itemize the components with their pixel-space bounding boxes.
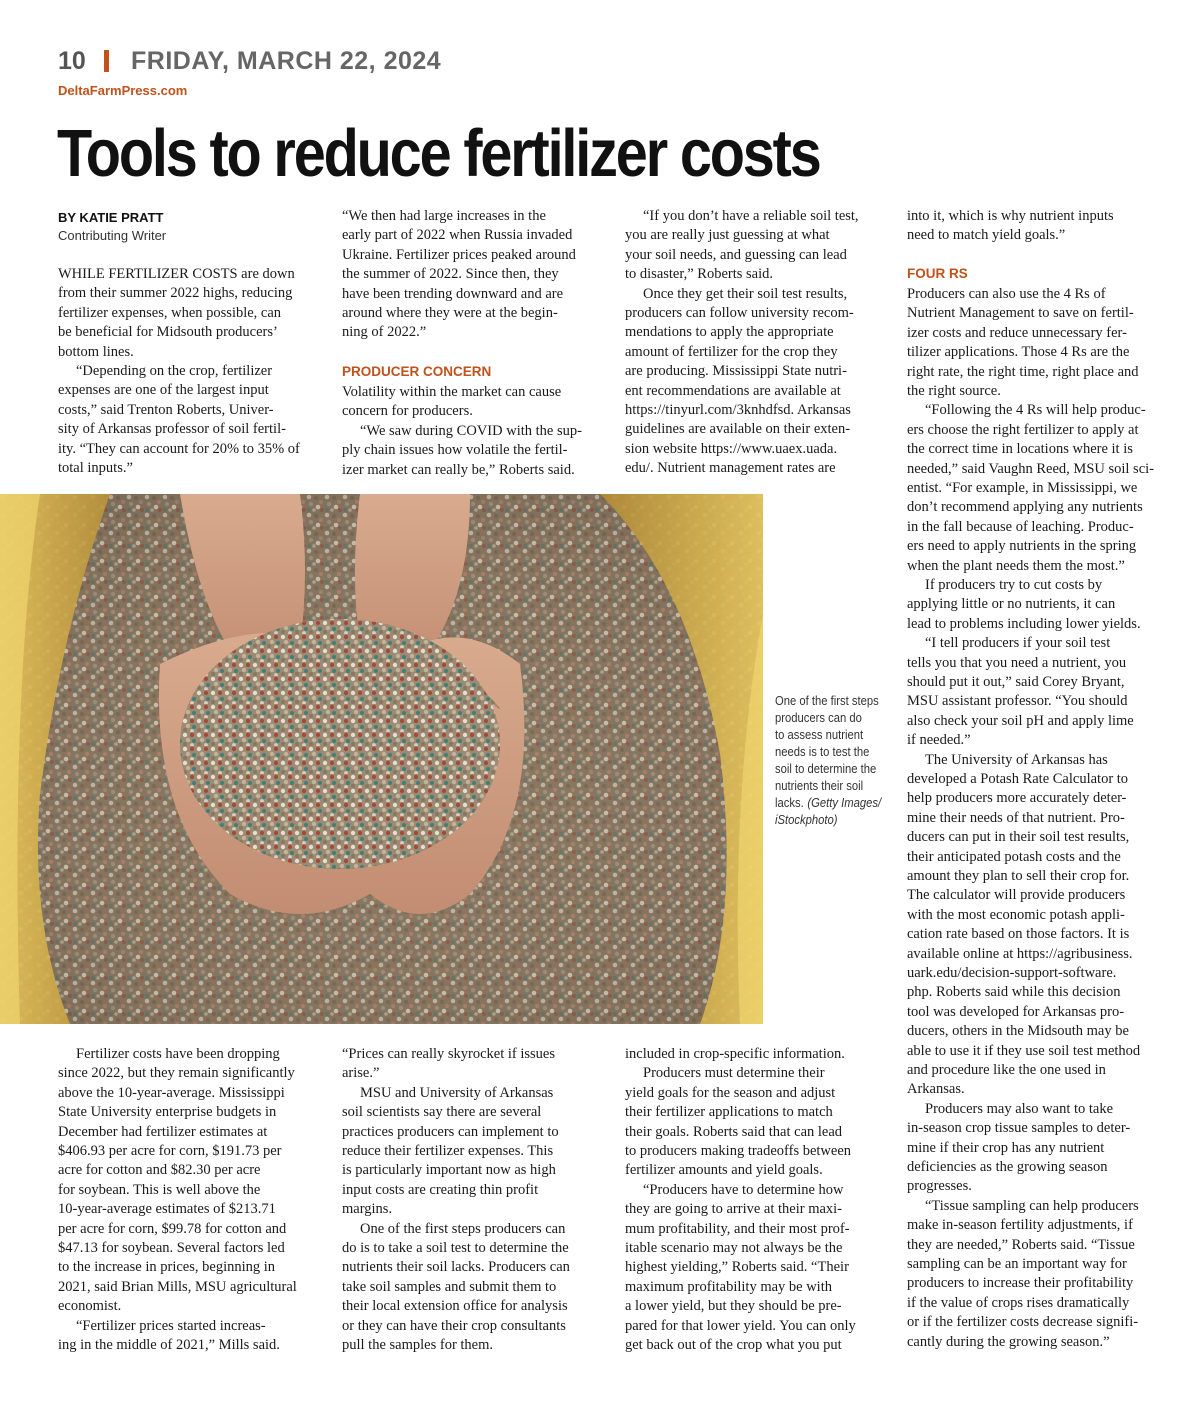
caption-line: lacks. <box>775 796 804 810</box>
fertilizer-photo <box>0 494 763 1024</box>
text-line: for soybean. This is well above the <box>58 1181 261 1198</box>
text-line: progresses. <box>907 1178 972 1195</box>
text-line: yield goals for the season and adjust <box>625 1084 836 1101</box>
text-line: mendations to apply the appropriate <box>625 324 834 341</box>
text-line: don’t recommend applying any nutrients <box>907 499 1143 516</box>
text-line: fertilizer amounts and yield goals. <box>625 1162 823 1179</box>
text-line: if needed.” <box>907 732 971 749</box>
text-line: Nutrient Management to save on fertil- <box>907 305 1134 322</box>
text-line: they are going to arrive at their maxi- <box>625 1201 843 1218</box>
text-line: itable scenario may not always be the <box>625 1240 843 1256</box>
text-line: right rate, the right time, right place and <box>907 363 1139 380</box>
text-line: get back out of the crop what you put <box>625 1337 842 1353</box>
text-line: MSU assistant professor. “You should <box>907 693 1128 710</box>
text-line: their fertilizer applications to match <box>625 1104 833 1121</box>
text-line: take soil samples and submit them to <box>342 1278 557 1295</box>
text-line: izer market can really be,” Roberts said. <box>342 461 575 478</box>
text-line: since 2022, but they remain significantly <box>58 1065 295 1082</box>
text-line: developed a Potash Rate Calculator to <box>907 771 1129 787</box>
text-line: concern for producers. <box>342 403 473 420</box>
text-line: highest yielding,” Roberts said. “Their <box>625 1259 849 1276</box>
text-line: Producers can also use the 4 Rs of <box>907 286 1106 302</box>
photo-caption <box>775 693 883 829</box>
text-line: costs,” said Trenton Roberts, Univer- <box>58 401 274 418</box>
photo-credit: (Getty Images/ <box>807 796 882 810</box>
text-line: “Tissue sampling can help producers <box>925 1197 1139 1214</box>
text-line: Ukraine. Fertilizer prices peaked around <box>342 246 576 263</box>
text-line: into it, which is why nutrient inputs <box>907 208 1114 224</box>
text-line: izer costs and reduce unnecessary fer- <box>907 324 1127 341</box>
text-line: included in crop-specific information. <box>625 1046 845 1062</box>
text-line: total inputs.” <box>58 460 133 476</box>
text-line: “I tell producers if your soil test <box>925 635 1111 652</box>
text-line: December had fertilizer estimates at <box>58 1123 268 1140</box>
text-line: input costs are creating thin profit <box>342 1181 539 1198</box>
text-line: Arkansas. <box>907 1081 965 1098</box>
text-line: producers to increase their profitability <box>907 1275 1134 1292</box>
text-line: “Producers have to determine how <box>643 1181 844 1198</box>
text-line: Producers must determine their <box>643 1065 825 1082</box>
text-line: tilizer applications. Those 4 Rs are the <box>907 344 1130 361</box>
text-line: bottom lines. <box>58 343 134 360</box>
text-line: State University enterprise budgets in <box>58 1104 277 1121</box>
text-line: ducers, others in the Midsouth may be <box>907 1023 1129 1040</box>
text-line: tells you that you need a nutrient, you <box>907 654 1127 671</box>
text-line: available online at https://agribusiness. <box>907 945 1133 962</box>
text-line: $47.13 for soybean. Several factors led <box>58 1240 285 1256</box>
text-line: Once they get their soil test results, <box>643 285 848 302</box>
page-number: 10 <box>58 47 86 75</box>
text-line: ning of 2022.” <box>342 324 427 341</box>
text-line: maximum profitability may be with <box>625 1278 832 1295</box>
text-line: ing in the middle of 2021,” Mills said. <box>58 1337 280 1353</box>
text-line: from their summer 2022 highs, reducing <box>58 285 293 302</box>
subhead-four-rs: FOUR RS <box>907 266 968 281</box>
text-line: cantly during the growing season.” <box>907 1333 1110 1350</box>
caption-line: One of the first steps <box>775 694 879 708</box>
text-line: $406.93 per acre for corn, $191.73 per <box>58 1143 282 1159</box>
text-line: also check your soil pH and apply lime <box>907 712 1134 729</box>
text-line: 10-year-average estimates of $213.71 <box>58 1201 276 1218</box>
text-line: acre for cotton and $82.30 per acre <box>58 1162 261 1179</box>
text-line: pared for that lower yield. You can only <box>625 1317 856 1334</box>
text-line: “We saw during COVID with the sup- <box>360 422 582 439</box>
text-line: ers need to apply nutrients in the spring <box>907 538 1137 555</box>
text-line: WHILE FERTILIZER COSTS are down <box>58 266 295 282</box>
text-line: “Prices can really skyrocket if issues <box>342 1046 555 1062</box>
text-line: economist. <box>58 1298 122 1315</box>
caption-line: to assess nutrient <box>775 728 864 742</box>
text-line: https://tinyurl.com/3knhdfsd. Arkansas <box>625 402 851 418</box>
text-line: sity of Arkansas professor of soil fertil- <box>58 421 286 438</box>
text-line: soil scientists say there are several <box>342 1104 542 1121</box>
text-line: Volatility within the market can cause <box>342 384 562 400</box>
text-line: producers can follow university recom- <box>625 305 854 321</box>
text-line: above the 10-year-average. Mississippi <box>58 1084 285 1101</box>
text-line: One of the first steps producers can <box>360 1220 566 1237</box>
text-line: per acre for corn, $99.78 for cotton and <box>58 1220 287 1237</box>
text-line: early part of 2022 when Russia invaded <box>342 227 573 244</box>
text-line: applying little or no nutrients, it can <box>907 596 1116 613</box>
text-line: “Fertilizer prices started increas- <box>76 1317 266 1334</box>
text-line: their goals. Roberts said that can lead <box>625 1123 843 1140</box>
text-line: The calculator will provide producers <box>907 887 1126 904</box>
text-line: make in-season fertility adjustments, if <box>907 1217 1133 1234</box>
text-line: arise.” <box>342 1065 380 1082</box>
text-line: mum profitability, and their most prof- <box>625 1220 850 1237</box>
text-line: their local extension office for analysis <box>342 1298 568 1315</box>
text-line: nutrients their soil lacks. Producers can <box>342 1259 570 1276</box>
text-line: a lower yield, but they should be pre- <box>625 1298 842 1315</box>
text-line: if the value of crops rises dramatically <box>907 1294 1130 1311</box>
text-line: ent recommendations are available at <box>625 382 841 399</box>
text-line: with the most economic potash appli- <box>907 906 1125 923</box>
text-line: is particularly important now as high <box>342 1162 556 1179</box>
text-line: ply chain issues how volatile the fertil- <box>342 442 568 459</box>
text-line: have been trending downward and are <box>342 285 564 302</box>
text-line: edu/. Nutrient management rates are <box>625 460 836 477</box>
text-line: If producers try to cut costs by <box>925 577 1103 593</box>
text-line: “Following the 4 Rs will help produc- <box>925 402 1146 419</box>
text-line: mine their needs of that nutrient. Pro- <box>907 809 1125 826</box>
text-line: mine if their crop has any nutrient <box>907 1139 1105 1156</box>
text-line: able to use it if they use soil test method <box>907 1042 1141 1059</box>
text-line: 2021, said Brian Mills, MSU agricultural <box>58 1278 297 1295</box>
byline-role: Contributing Writer <box>58 228 167 243</box>
text-line: amount of fertilizer for the crop they <box>625 343 838 360</box>
text-line: MSU and University of Arkansas <box>360 1084 554 1101</box>
text-line: in-season crop tissue samples to deter- <box>907 1120 1131 1137</box>
text-line: do is to take a soil test to determine the <box>342 1240 569 1256</box>
text-line: or if the fertilizer costs decrease signifi- <box>907 1314 1139 1331</box>
text-line: to disaster,” Roberts said. <box>625 266 774 283</box>
text-line: to the increase in prices, beginning in <box>58 1259 276 1276</box>
text-line: lead to problems including lower yields. <box>907 615 1141 632</box>
text-line: are producing. Mississippi State nutri- <box>625 363 847 380</box>
text-line: fertilizer expenses, when possible, can <box>58 304 282 321</box>
text-line: margins. <box>342 1201 393 1218</box>
photo-credit: iStockphoto) <box>775 813 838 827</box>
text-line: guidelines are available on their exten- <box>625 421 851 438</box>
text-line: expenses are one of the largest input <box>58 382 269 399</box>
text-line: they are needed,” Roberts said. “Tissue <box>907 1236 1135 1253</box>
text-line: Fertilizer costs have been dropping <box>76 1046 280 1062</box>
text-line: the summer of 2022. Since then, they <box>342 266 559 283</box>
text-line: in the fall because of leaching. Produc- <box>907 518 1134 535</box>
text-line: pull the samples for them. <box>342 1337 494 1353</box>
text-line: when the plant needs them the most.” <box>907 557 1125 574</box>
caption-line: needs is to test the <box>775 745 870 759</box>
text-line: ducers can put in their soil test results, <box>907 829 1130 846</box>
subhead-producer-concern: PRODUCER CONCERN <box>342 364 492 379</box>
website-link[interactable]: DeltaFarmPress.com <box>58 83 188 98</box>
text-line: “Depending on the crop, fertilizer <box>76 363 273 379</box>
text-line: amount they plan to sell their crop for. <box>907 868 1130 884</box>
text-line: to producers making tradeoffs between <box>625 1143 852 1159</box>
text-line: practices producers can implement to <box>342 1123 559 1140</box>
text-line: ity. “They can account for 20% to 35% of <box>58 440 300 457</box>
text-line: the correct time in locations where it is <box>907 441 1133 458</box>
text-line: “We then had large increases in the <box>342 208 546 224</box>
text-line: their anticipated potash costs and the <box>907 848 1121 865</box>
article-headline: Tools to reduce fertilizer costs <box>57 116 820 191</box>
text-line: need to match yield goals.” <box>907 227 1066 244</box>
text-line: sampling can be an important way for <box>907 1256 1127 1272</box>
text-line: reduce their fertilizer expenses. This <box>342 1143 554 1159</box>
text-line: sion website https://www.uaex.uada. <box>625 440 838 457</box>
caption-line: nutrients their soil <box>775 779 864 793</box>
caption-line: producers can do <box>775 711 862 725</box>
text-line: needed,” said Vaughn Reed, MSU soil sci- <box>907 460 1154 477</box>
text-line: the right source. <box>907 383 1001 399</box>
text-line: and procedure like the one used in <box>907 1062 1106 1078</box>
text-line: around where they were at the begin- <box>342 305 558 321</box>
text-line: should put it out,” said Corey Bryant, <box>907 674 1125 690</box>
text-line: php. Roberts said while this decision <box>907 984 1121 1001</box>
header-separator <box>104 50 109 72</box>
text-line: “If you don’t have a reliable soil test, <box>643 208 859 224</box>
text-line: The University of Arkansas has <box>925 751 1108 768</box>
text-line: deficiencies as the growing season <box>907 1159 1108 1175</box>
text-line: Producers may also want to take <box>925 1100 1114 1117</box>
text-line: be beneficial for Midsouth producers’ <box>58 324 278 341</box>
caption-line: soil to determine the <box>775 762 877 776</box>
text-line: help producers more accurately deter- <box>907 790 1127 807</box>
text-line: uark.edu/decision-support-software. <box>907 965 1117 981</box>
issue-date: FRIDAY, MARCH 22, 2024 <box>131 47 442 75</box>
fertilizer-photo-illustration <box>0 494 763 1024</box>
text-line: you are really just guessing at what <box>625 227 830 244</box>
text-line: or they can have their crop consultants <box>342 1317 566 1334</box>
text-line: cation rate based on those factors. It is <box>907 926 1130 943</box>
text-line: entist. “For example, in Mississippi, we <box>907 480 1138 496</box>
text-line: ers choose the right fertilizer to apply at <box>907 421 1139 438</box>
text-line: tool was developed for Arkansas pro- <box>907 1003 1125 1020</box>
byline: BY KATIE PRATT <box>58 210 164 225</box>
text-line: your soil needs, and guessing can lead <box>625 246 847 263</box>
